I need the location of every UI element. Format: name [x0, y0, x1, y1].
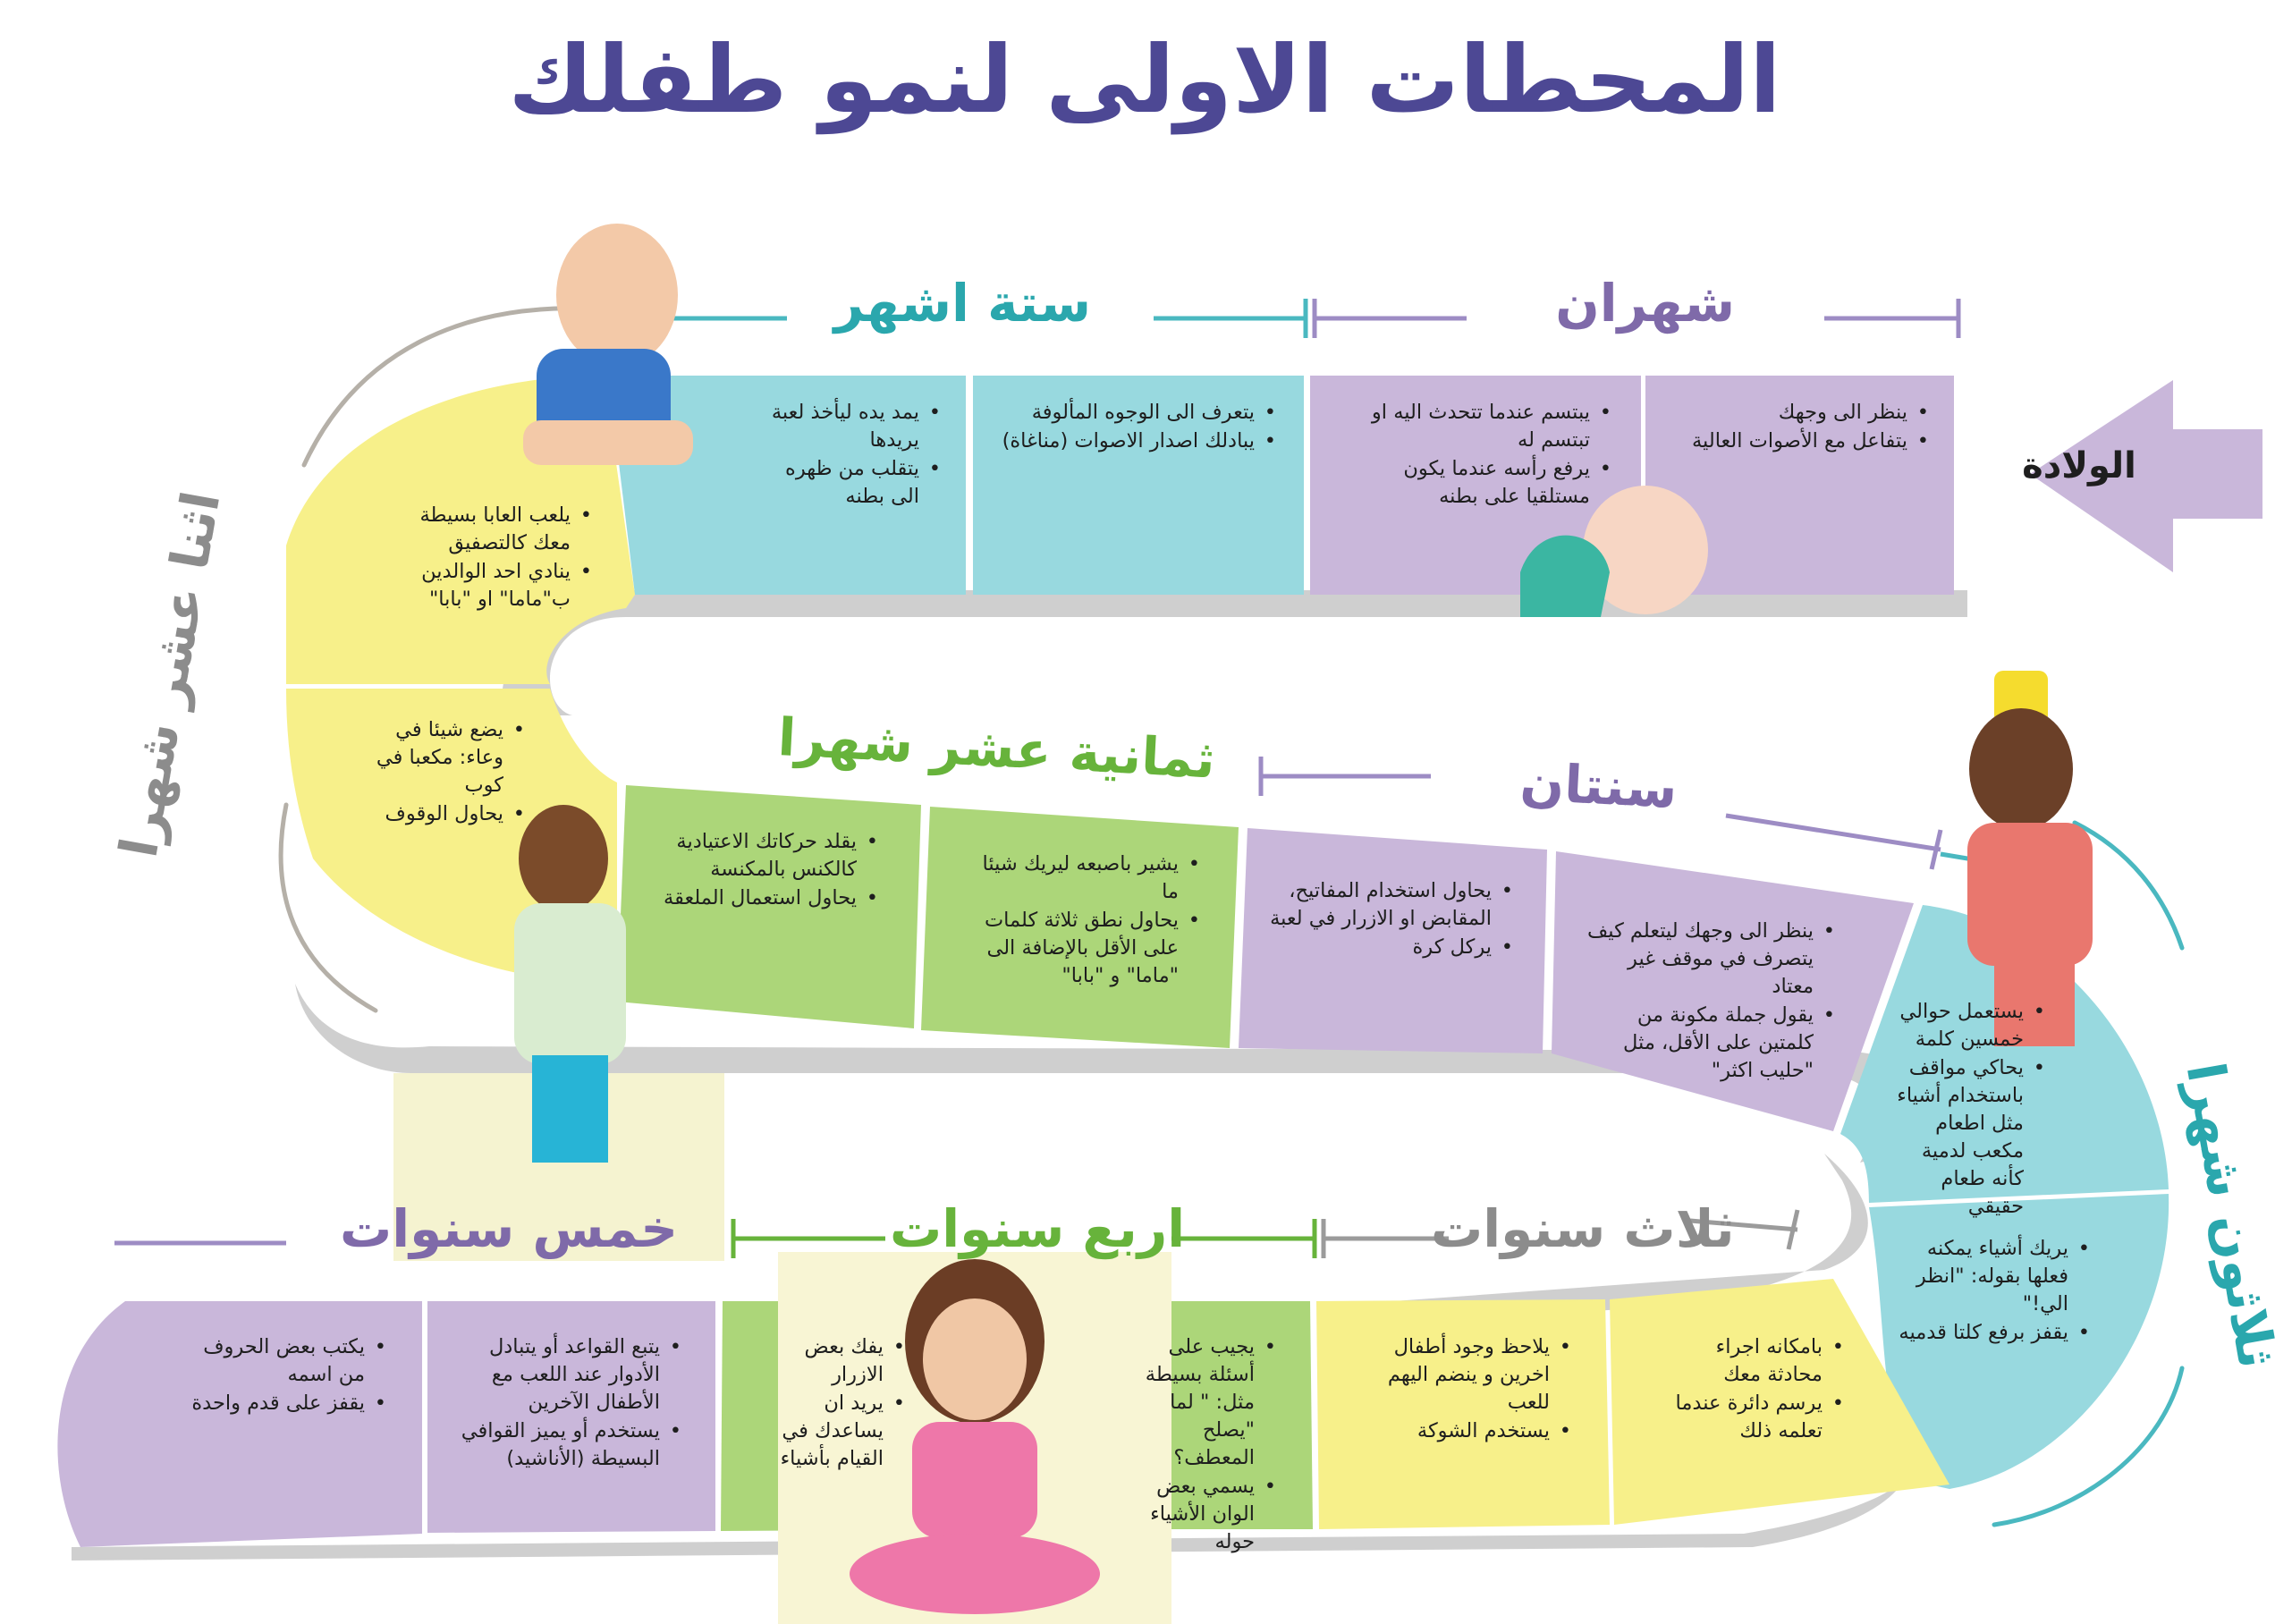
- milestone-item: • يحاول نطق ثلاثة كلمات على الأقل بالإضافة الى "ماما" و "بابا": [960, 907, 1179, 990]
- milestone-item: • يضع شيئا في وعاء: مكعبا في كوب: [370, 716, 503, 799]
- milestone-item: • يمد يده ليأخذ لعبة يريدها: [764, 399, 919, 454]
- milestone-item: • يريك أشياء يمكنه فعلها بقوله: "انظر الي!": [1886, 1235, 2068, 1318]
- cell-c14: [1332, 1310, 1596, 1471]
- milestone-item: • يحاول استخدام المفاتيح، المقابض او الازرار في لعبة: [1269, 877, 1492, 933]
- milestone-item: • يحاكي مواقف باستخدام أشياء مثل اطعام مكعب لدمية كأنه طعام حقيقي: [1895, 1054, 2024, 1221]
- cell-c2: [1341, 376, 1637, 546]
- milestone-item: • يتقلب من ظهره الى بطنه: [764, 455, 919, 511]
- milestone-item: • ينظر الى وجهك: [1658, 399, 1907, 427]
- cell-c17: [438, 1310, 706, 1489]
- milestone-item: • يرفع رأسه عندما يكون مستلقيا على بطنه: [1354, 455, 1590, 511]
- milestone-item: • يكتب بعض الحروف من اسمه: [173, 1333, 365, 1389]
- stage-label-thirty-months: ثلاثون شهرا: [2174, 1058, 2288, 1373]
- milestone-item: • يشير باصبعه ليريك شيئا ما: [960, 850, 1179, 906]
- birth-label: الولادة: [2022, 445, 2136, 486]
- cell-c1: [1645, 376, 1954, 595]
- stage-label-two-years: سنتان: [1518, 751, 1679, 821]
- milestone-item: • يلاحظ وجود أطفال اخرين و ينضم اليهم للعب: [1345, 1333, 1550, 1417]
- milestone-item: • يستخدم الشوكة: [1345, 1417, 1550, 1445]
- cell-c18: [161, 1310, 411, 1444]
- stage-label-two-months: شهران: [1555, 273, 1735, 334]
- cell-c10: [1574, 894, 1860, 1091]
- milestone-item: • يلعب العابا بسيطة معك كالتصفيق: [406, 502, 571, 557]
- milestone-item: • يريد ان يساعدك في القيام بأشياء: [764, 1390, 884, 1473]
- cell-c4: [751, 376, 966, 595]
- milestone-item: • يقفز برفع كلتا قدميه: [1886, 1319, 2068, 1347]
- milestone-item: • بامكانه اجراء محادثة معك: [1667, 1333, 1823, 1389]
- milestone-item: • يفك بعض الازرار: [764, 1333, 884, 1389]
- cell-c11: [1882, 975, 2070, 1218]
- cell-c3: [979, 376, 1301, 595]
- cell-c6: [358, 693, 550, 827]
- cell-c15: [1109, 1310, 1301, 1553]
- milestone-item: • يستعمل حوالي خمسين كلمة: [1895, 998, 2024, 1053]
- milestone-item: • يتبع القواعد أو يتبادل الأدوار عند اللعب مع الأطفال الآخرين: [451, 1333, 660, 1417]
- milestone-item: • يستخدم أو يميز القوافي البسيطة (الأناشيد): [451, 1417, 660, 1473]
- cell-c7: [644, 805, 903, 984]
- milestone-item: • يحاول الوقوف: [370, 800, 503, 828]
- milestone-item: • يبتسم عندما تتحدث اليه او تبتسم له: [1354, 399, 1590, 454]
- milestone-item: • يسمي بعض الوان الأشياء حوله: [1121, 1473, 1255, 1556]
- cell-c16: [751, 1310, 930, 1470]
- stage-label-four-years: اربع سنوات: [890, 1198, 1186, 1259]
- milestone-item: • ينادي احد الوالدين ب"ماما" او "بابا": [406, 558, 571, 613]
- milestone-item: • يبادلك اصدار الاصوات (مناغاة): [992, 427, 1255, 455]
- milestone-item: • يقول جملة مكونة من كلمتين على الأقل، مثل "حليب اكثر": [1586, 1002, 1814, 1085]
- milestone-item: • يركل كرة: [1269, 934, 1492, 961]
- cell-c5: [393, 478, 617, 684]
- stage-label-three-years: ثلاث سنوات: [1431, 1198, 1735, 1259]
- baby-photo-sitting: [523, 224, 693, 465]
- stage-label-five-years: خمس سنوات: [340, 1198, 679, 1259]
- milestone-item: • ينظر الى وجهك ليتعلم كيف يتصرف في موقف غير معتاد: [1586, 918, 1814, 1001]
- cell-c13: [1654, 1310, 1869, 1471]
- milestone-item: • يجيب على أسئلة بسيطة مثل: " لما "يصلح المعطف؟: [1121, 1333, 1255, 1472]
- milestone-item: • يقفز على قدم واحدة: [173, 1390, 365, 1417]
- stage-label-eighteen-months: ثمانية عشر شهرا: [776, 706, 1217, 791]
- stage-label-twelve-months: اثنا عشر شهرا: [107, 486, 233, 862]
- stage-label-six-months: ستة اشهر: [833, 273, 1091, 334]
- milestone-item: • يقلد حركاتك الاعتيادية كالكنس بالمكنسة: [656, 828, 857, 884]
- milestone-item: • يتفاعل مع الأصوات العالية: [1658, 427, 1907, 455]
- cell-c9: [1256, 854, 1538, 1042]
- cell-c8: [948, 827, 1225, 1024]
- milestone-item: • يتعرف الى الوجوه المألوفة: [992, 399, 1255, 427]
- milestone-item: • يحاول استعمال الملعقة: [656, 884, 857, 912]
- cell-c12: [1873, 1212, 2115, 1346]
- page-title: المحطات الاولى لنمو طفلك: [508, 25, 1781, 134]
- milestone-item: • يرسم دائرة عندما تعلمه ذلك: [1667, 1390, 1823, 1445]
